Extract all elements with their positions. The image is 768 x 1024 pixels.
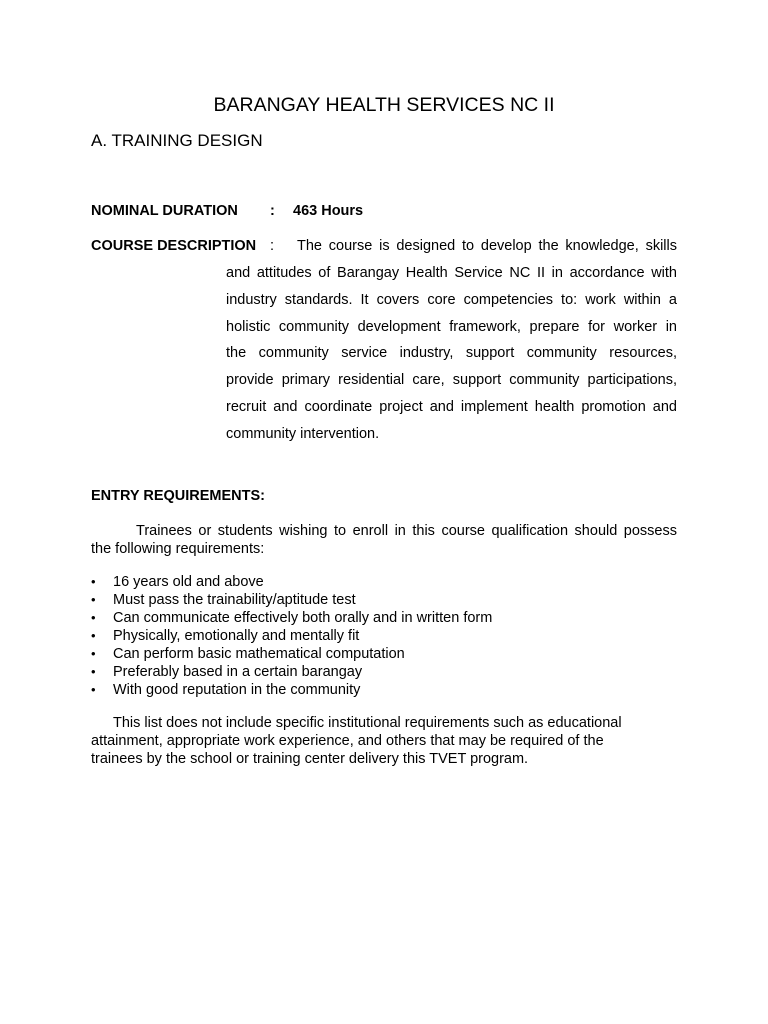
bullet-icon: • [91, 610, 96, 625]
nominal-duration-value: 463 Hours [293, 203, 364, 219]
list-item-text: Can perform basic mathematical computation [113, 646, 405, 662]
course-description-line: provide primary residential care, support community participations, [226, 372, 677, 389]
list-item [91, 663, 691, 681]
bullet-icon: • [91, 682, 96, 697]
bullet-icon: • [91, 574, 96, 589]
closing-line: This list does not include specific institutional requirements such as educational [113, 715, 622, 731]
course-description-colon: : [270, 238, 275, 254]
course-description-line: community intervention. [226, 425, 380, 442]
closing-paragraph [91, 714, 691, 768]
bullet-icon: • [91, 592, 96, 607]
course-description-line: The course is designed to develop the knowledge, skills [297, 238, 677, 254]
list-item [91, 627, 691, 645]
entry-requirements-intro: the following requirements: [91, 541, 265, 557]
list-item-text: Physically, emotionally and mentally fit [113, 628, 360, 644]
list-item-text: With good reputation in the community [113, 682, 361, 698]
nominal-duration-label: NOMINAL DURATION [91, 203, 238, 219]
course-description-label: COURSE DESCRIPTION [91, 238, 257, 254]
bullet-icon: • [91, 646, 96, 661]
bullet-icon: • [91, 628, 96, 643]
bullet-icon: • [91, 664, 96, 679]
nominal-duration-colon: : [270, 203, 275, 219]
entry-requirements-intro: Trainees or students wishing to enroll in this course qualification should possess [136, 523, 677, 539]
list-item-text: Can communicate effectively both orally and in written form [113, 610, 493, 626]
closing-line: attainment, appropriate work experience, and others that may be required of the [91, 733, 604, 749]
course-description-body [226, 263, 677, 451]
course-description-line: industry standards. It covers core competencies to: work within a [226, 291, 677, 308]
document-title: BARANGAY HEALTH SERVICES NC II [213, 94, 555, 116]
entry-requirements-label: ENTRY REQUIREMENTS: [91, 488, 266, 504]
list-item [91, 609, 691, 627]
list-item-text: Preferably based in a certain barangay [113, 664, 363, 680]
section-heading: A. TRAINING DESIGN [91, 131, 263, 150]
list-item [91, 681, 691, 699]
closing-line: trainees by the school or training center delivery this TVET program. [91, 751, 529, 767]
requirements-list [91, 573, 691, 699]
course-description-line: holistic community development framework, prepare for worker in [226, 318, 677, 335]
course-description-line: the community service industry, support community resources, [226, 345, 677, 362]
list-item [91, 573, 691, 591]
course-description-line: recruit and coordinate project and implement health promotion and [226, 398, 677, 415]
list-item-text: Must pass the trainability/aptitude test [113, 592, 356, 608]
list-item-text: 16 years old and above [113, 574, 264, 590]
list-item [91, 645, 691, 663]
list-item [91, 591, 691, 609]
course-description-line: and attitudes of Barangay Health Service NC II in accordance with [226, 265, 677, 281]
